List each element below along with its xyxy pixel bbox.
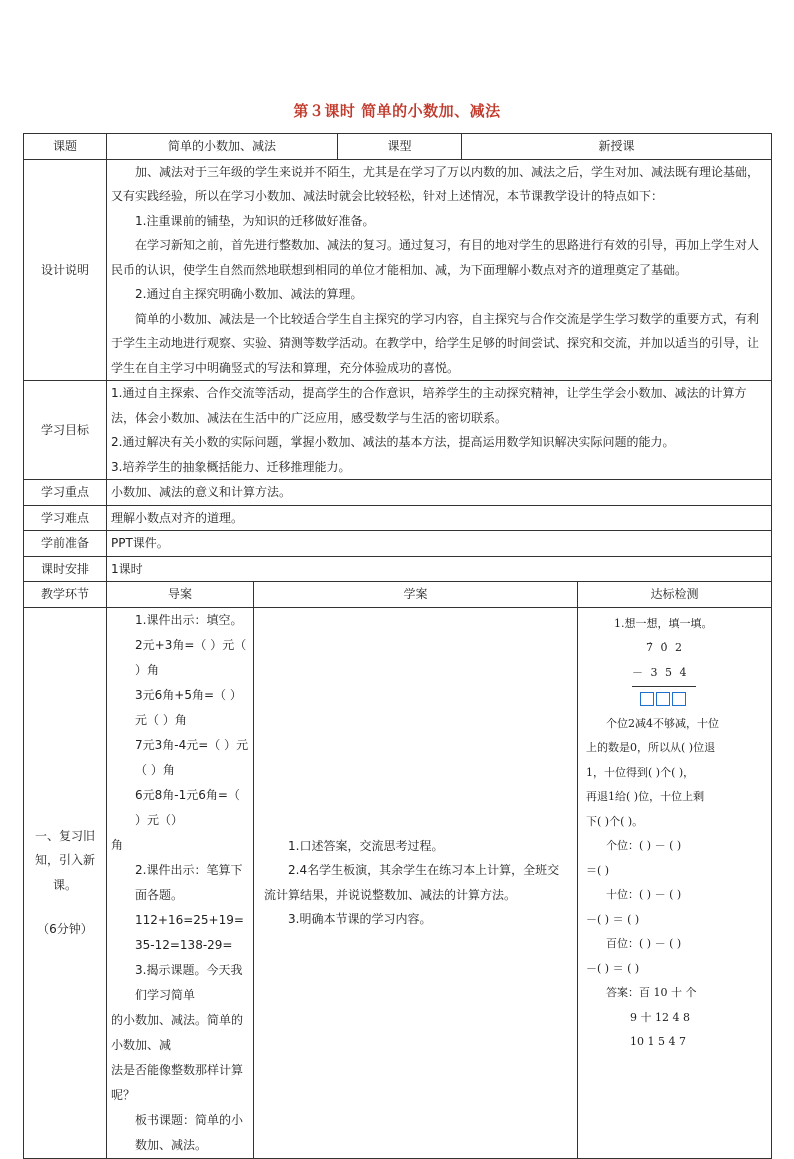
drill-line: 1，十位得到( )个( )， bbox=[586, 765, 695, 779]
drill-answer: 答案：百 10 十 个 bbox=[606, 986, 697, 999]
guide-line: 35-12=138-29= bbox=[135, 937, 233, 952]
col-drill: 达标检测 bbox=[578, 582, 772, 608]
guide-line: 2.课件出示：笔算下面各题。 bbox=[135, 862, 243, 902]
column-header-row bbox=[24, 582, 772, 608]
drill-content bbox=[578, 607, 772, 1158]
topic-value: 简单的小数加、减法 bbox=[107, 134, 338, 160]
type-label: 课型 bbox=[338, 134, 462, 160]
drill-line: 个位：( ) － ( ) bbox=[606, 839, 682, 852]
goal-item: 2.通过解决有关小数的实际问题，掌握小数加、减法的基本方法，提高运用数学知识解决实际问题的能力。 bbox=[111, 435, 675, 449]
drill-line: 个位2减4不够减，十位 bbox=[606, 716, 720, 730]
guide-line: 7元3角-4元=（ ）元（ ）角 bbox=[135, 737, 249, 777]
goals-label: 学习目标 bbox=[24, 381, 107, 480]
topic-label: 课题 bbox=[24, 134, 107, 160]
prep-label: 学前准备 bbox=[24, 531, 107, 557]
hours-value: 1课时 bbox=[107, 556, 772, 582]
guide-line: 3元6角+5角=（ ）元（ ）角 bbox=[135, 687, 242, 727]
design-label: 设计说明 bbox=[24, 159, 107, 381]
hours-label: 课时安排 bbox=[24, 556, 107, 582]
goals-row bbox=[24, 381, 772, 480]
goal-item: 1.通过自主探索、合作交流等活动，提高学生的合作意识，培养学生的主动探究精神，让学生学会小数加、减法的计算方法，体会小数加、减法在生活中的广泛应用，感受数学与生活的密切联系。 bbox=[111, 386, 747, 425]
design-paragraph: 加、减法对于三年级的学生来说并不陌生，尤其是在学习了万以内数的加、减法之后，学生对加、减法既有理论基础，又有实践经验，所以在学习小数加、减法时就会比较轻松，针对上述情况，本节课教学设计的特点如下： bbox=[111, 164, 760, 203]
drill-line: 再退1给( )位，十位上剩 bbox=[586, 790, 705, 803]
guide-content bbox=[107, 607, 254, 1158]
hours-row bbox=[24, 556, 772, 582]
drill-line: －( ) ＝ ( ) bbox=[586, 961, 640, 975]
difficulty-value: 理解小数点对齐的道理。 bbox=[107, 505, 772, 531]
design-point: 1.注重课前的铺垫，为知识的迁移做好准备。 bbox=[135, 213, 375, 228]
section-name-line: 课。 bbox=[52, 877, 77, 892]
drill-heading: 1.想一想，填一填。 bbox=[614, 616, 713, 630]
key-value: 小数加、减法的意义和计算方法。 bbox=[107, 480, 772, 506]
guide-line: 法是否能像整数那样计算呢？ bbox=[111, 1062, 244, 1102]
col-study: 学案 bbox=[254, 582, 578, 608]
guide-line: 6元8角-1元6角=（ ）元（） bbox=[135, 787, 240, 827]
section-row bbox=[24, 607, 772, 1158]
prep-value: PPT课件。 bbox=[107, 531, 772, 557]
study-line: 1.口述答案，交流思考过程。 bbox=[288, 838, 444, 853]
vertical-subtraction bbox=[632, 636, 763, 712]
key-label: 学习重点 bbox=[24, 480, 107, 506]
study-content bbox=[254, 607, 578, 1158]
section-name-line: 知，引入新 bbox=[34, 853, 95, 867]
study-line: 3.明确本节课的学习内容。 bbox=[288, 912, 432, 926]
section-name-line: 一、复习旧 bbox=[34, 828, 95, 843]
guide-line: 板书课题：简单的小数加、减法。 bbox=[135, 1112, 244, 1152]
guide-line: 角 bbox=[111, 837, 124, 852]
design-paragraph: 简单的小数加、减法是一个比较适合学生自主探究的学习内容，自主探究与合作交流是学生学习数学的重要方式，有利于学生主动地进行观察、实验、猜测等数学活动。在教学中，给学生足够的时间尝试、探究和交流，并加以适当的引导，让学生在自主学习中明确竖式的写法和算理，充分体验成功的喜悦。 bbox=[111, 311, 760, 375]
page-title: 第３课时 简单的小数加、减法 bbox=[293, 102, 501, 120]
drill-answer: 9 十 12 4 8 bbox=[630, 1010, 690, 1024]
col-guide: 导案 bbox=[107, 582, 254, 608]
guide-line: 3.揭示课题。今天我们学习简单 bbox=[135, 962, 243, 1002]
answer-box[interactable] bbox=[656, 692, 670, 706]
section-time: （6分钟） bbox=[37, 922, 93, 936]
section-name bbox=[24, 607, 107, 1158]
guide-line: 1.课件出示：填空。 bbox=[135, 612, 243, 627]
design-paragraph: 在学习新知之前，首先进行整数加、减法的复习。通过复习，有目的地对学生的思路进行有效的引导，再加上学生对人民币的认识，使学生自然而然地联想到相同的单位才能相加、减，为下面理解小数点对齐的道理奠定了基础。 bbox=[111, 238, 760, 277]
prep-row bbox=[24, 531, 772, 557]
subtrahend: － 3 5 4 bbox=[632, 665, 689, 679]
design-point: 2.通过自主探究明确小数加、减法的算理。 bbox=[135, 287, 363, 301]
answer-boxes bbox=[632, 687, 763, 712]
col-stage: 教学环节 bbox=[24, 582, 107, 608]
goal-item: 3.培养学生的抽象概括能力、迁移推理能力。 bbox=[111, 459, 351, 474]
guide-line: 112+16=25+19= bbox=[135, 912, 244, 927]
drill-line: 上的数是0，所以从( )位退 bbox=[586, 741, 716, 754]
drill-line: 下( )个( )。 bbox=[586, 814, 644, 828]
lesson-plan-table bbox=[23, 133, 772, 1159]
drill-answer: 10 1 5 4 7 bbox=[630, 1035, 686, 1048]
drill-line: ＝( ) bbox=[586, 863, 610, 877]
difficulty-label: 学习难点 bbox=[24, 505, 107, 531]
minuend: 7̇ 0̇ 2 bbox=[646, 641, 685, 654]
guide-line: 的小数加、减法。简单的小数加、减 bbox=[111, 1012, 244, 1052]
drill-line: 百位：( ) － ( ) bbox=[606, 937, 682, 950]
design-content bbox=[107, 159, 772, 381]
goals-content bbox=[107, 381, 772, 480]
guide-line: 2元+3角=（ ）元（ ）角 bbox=[135, 637, 247, 677]
drill-line: 十位：( ) － ( ) bbox=[606, 888, 682, 901]
difficulty-row bbox=[24, 505, 772, 531]
key-row bbox=[24, 480, 772, 506]
answer-box[interactable] bbox=[672, 692, 686, 706]
type-value: 新授课 bbox=[462, 134, 772, 160]
topic-row bbox=[24, 134, 772, 160]
drill-line: －( ) ＝ ( ) bbox=[586, 912, 640, 926]
answer-box[interactable] bbox=[640, 692, 654, 706]
design-row bbox=[24, 159, 772, 381]
study-line: 2.4名学生板演，其余学生在练习本上计算，全班交流计算结果，并说说整数加、减法的计算方法。 bbox=[264, 863, 560, 902]
